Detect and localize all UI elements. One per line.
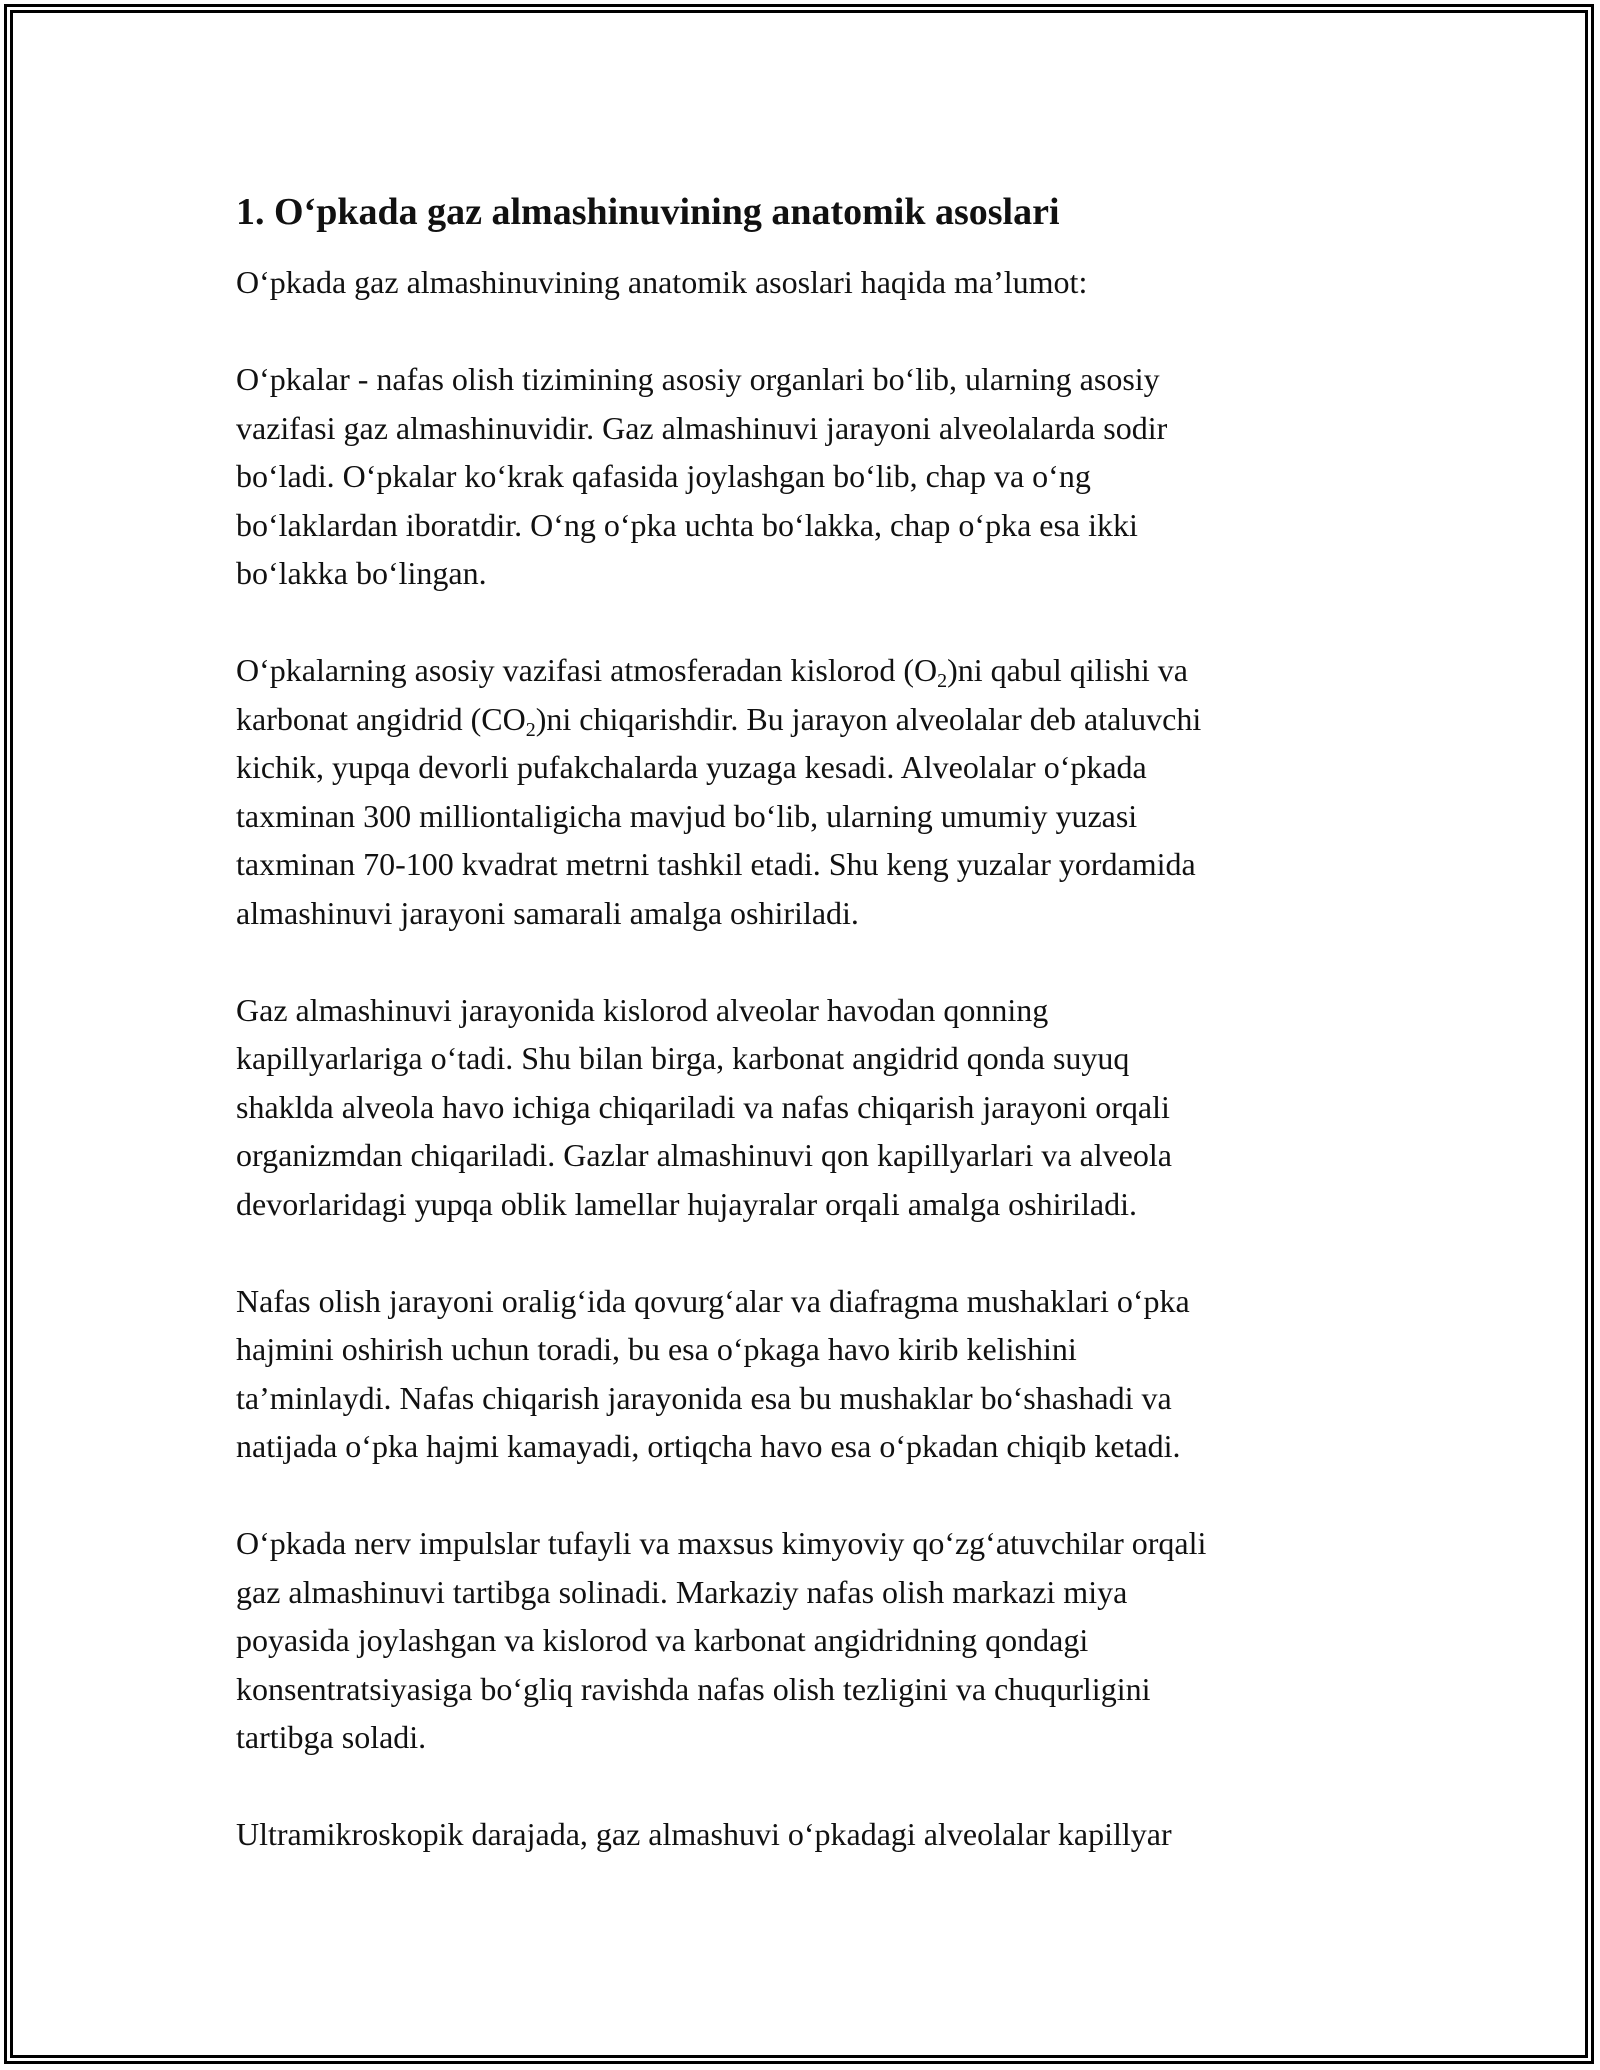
paragraph-breathing-muscles: Nafas olish jarayoni oralig‘ida qovurg‘alar va diafragma mushaklari o‘pka hajmini oshirish uchun toradi, bu esa o‘pkaga havo kirib kelishini ta’minlaydi. Nafas chiqarish jarayonida esa bu mushaklar bo‘shashadi va natijada o‘pka hajmi kamayadi, ortiqcha havo esa o‘pkadan chiqib ketadi. [236,1282,1190,1464]
document-body [236,188,1366,1907]
text-segment: )ni qabul qilishi va karbonat angidrid (CO [236,652,1188,737]
section-heading: 1. O‘pkada gaz almashinuvining anatomik asoslari [236,191,1060,233]
text-segment: O‘pkalarning asosiy vazifasi atmosferadan kislorod (O [236,652,938,688]
paragraph-lungs-function [236,646,1366,937]
paragraph-gas-exchange: Gaz almashinuvi jarayonida kislorod alveolar havodan qonning kapillyarlariga o‘tadi. Shu bilan birga, karbonat angidrid qonda suyuq shaklda alveola havo ichiga chiqariladi va nafas chiqarish jarayoni orqali organizmdan chiqariladi. Gazlar almashinuvi qon kapillyarlari va alveola devorlaridagi yupqa oblik lamellar hujayralar orqali amalga oshiriladi. [236,991,1172,1222]
paragraph-ultramicroscopic: Ultramikroskopik darajada, gaz almashuvi o‘pkadagi alveolalar kapillyar [236,1816,1172,1852]
subscript: 2 [937,670,948,692]
paragraph-lungs-overview: O‘pkalar - nafas olish tizimining asosiy organlari bo‘lib, ularning asosiy vazifasi gaz almashinuvidir. Gaz almashinuvi jarayoni alveolalarda sodir bo‘ladi. O‘pkalar ko‘krak qafasida joylashgan bo‘lib, chap va o‘ng bo‘laklardan iboratdir. O‘ng o‘pka uchta bo‘lakka, chap o‘pka esa ikki bo‘lakka bo‘lingan. [236,361,1168,591]
text-segment: )ni chiqarishdir. Bu jarayon alveolalar deb ataluvchi kichik, yupqa devorli pufakchalarda yuzaga kesadi. Alveolalar o‘pkada taxminan 300 milliontaligicha mavjud bo‘lib, ularning umumiy yuzasi taxminan 70-100 kvadrat metrni tashkil etadi. Shu keng yuzalar yordamida almashinuvi jarayoni samarali amalga oshiriladi. [236,700,1202,931]
paragraph-regulation: O‘pkada nerv impulslar tufayli va maxsus kimyoviy qo‘zg‘atuvchilar orqali gaz almashinuvi tartibga solinadi. Markaziy nafas olish markazi miya poyasida joylashgan va kislorod va karbonat angidridning qondagi konsentratsiyasiga bo‘gliq ravishda nafas olish tezligini va chuqurligini tartibga soladi. [236,1525,1207,1755]
intro-paragraph: O‘pkada gaz almashinuvining anatomik asoslari haqida ma’lumot: [236,264,1088,300]
subscript: 2 [525,718,536,741]
